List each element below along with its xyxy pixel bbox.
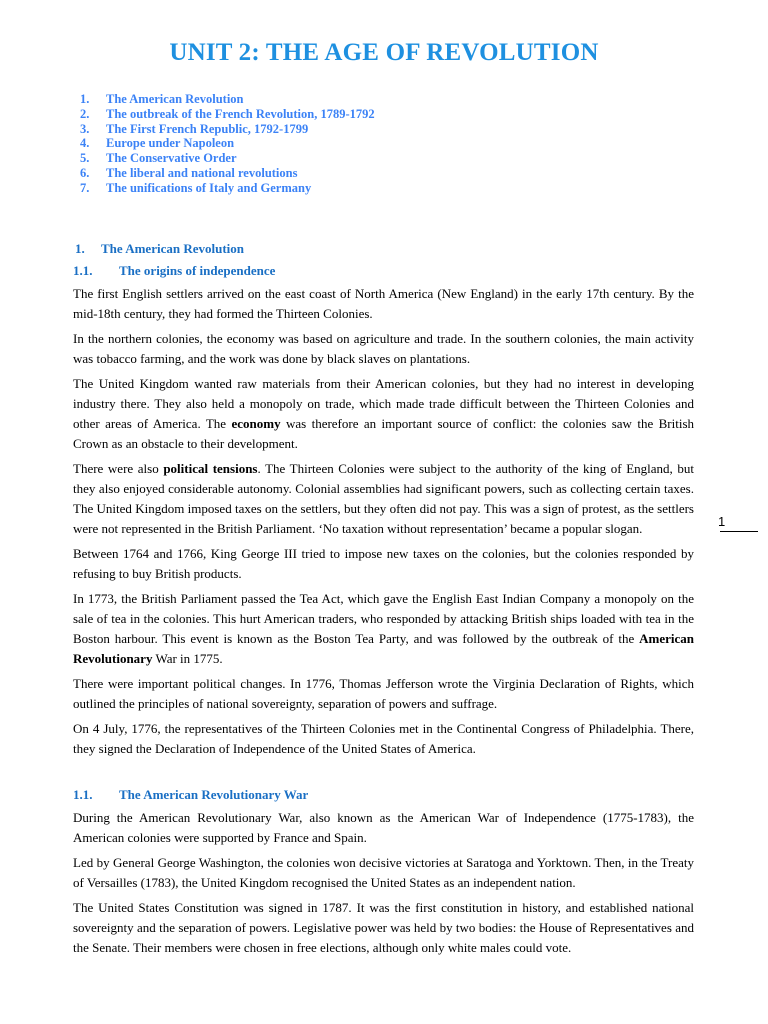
subsection-title: The American Revolutionary War: [119, 787, 309, 802]
section-number: 1.: [75, 241, 85, 256]
main-content: [73, 241, 694, 958]
toc-item[interactable]: [80, 122, 375, 137]
paragraph: The first English settlers arrived on the east coast of North America (New England) in the early 17th century. By the mid-18th century, they had formed the Thirteen Colonies.: [73, 286, 694, 321]
subsection-number: 1.1.: [73, 263, 93, 278]
paragraph: There were important political changes. In 1776, Thomas Jefferson wrote the Virginia Declaration of Rights, which outlined the principles of national sovereignty, separation of powers and suffrage.: [73, 676, 694, 711]
toc-item-number: 4.: [80, 136, 90, 151]
toc-item[interactable]: [80, 136, 375, 151]
toc-item-label: The American Revolution: [106, 92, 244, 106]
text-run: There were also: [73, 461, 164, 476]
paragraph: In the northern colonies, the economy was based on agriculture and trade. In the southern colonies, the main activity was tobacco farming, and the work was done by black slaves on plantations.: [73, 331, 694, 366]
page-title: UNIT 2: THE AGE OF REVOLUTION: [169, 39, 599, 66]
subsection-number: 1.1.: [73, 787, 93, 802]
bold-term: political tensions: [163, 461, 258, 476]
text-run: . The Thirteen Colonies were subject to the authority of the king of England, but they also enjoyed considerable autonomy. Colonial assemblies had significant powers, such as collecting certain taxes. The United Kingdom imposed taxes on the settlers, but they often did not pay. This was a sign of protest, as the settlers were not represented in the British Parliament. ‘No taxation without representation’ became a popular slogan.: [73, 461, 694, 536]
paragraph: Led by General George Washington, the colonies won decisive victories at Saratoga and Yorktown. Then, in the Treaty of Versailles (1783), the United Kingdom recognised the United States as an independent nation.: [73, 855, 694, 890]
toc-item[interactable]: [80, 181, 375, 196]
toc-item[interactable]: [80, 107, 375, 122]
page-number-rule: [720, 531, 758, 532]
section-title: The American Revolution: [101, 241, 244, 256]
toc-item-label: The Conservative Order: [106, 151, 237, 166]
text-run: was therefore an important source of conflict: the colonies saw the British Crown as an obstacle to their development.: [73, 416, 695, 451]
section-heading: [75, 241, 694, 257]
toc-item-label: The outbreak of the French Revolution, 1789-1792: [106, 106, 375, 121]
bold-term: American Revolutionary: [73, 631, 694, 666]
toc-item[interactable]: [80, 92, 375, 107]
toc-item[interactable]: [80, 151, 375, 166]
toc-item[interactable]: [80, 166, 375, 181]
toc-item-number: 3.: [80, 121, 90, 136]
text-run: In 1773, the British Parliament passed the Tea Act, which gave the English East Indian Company a monopoly on the sale of tea in the colonies. This hurt American traders, who responded by attacking British ships loaded with tea in the Boston harbour. This event is known as the Boston Tea Party, and was followed by the outbreak of the: [73, 591, 694, 646]
toc-item-number: 7.: [80, 180, 90, 195]
text-run: The United Kingdom wanted raw materials from their American colonies, but they had no interest in developing industry there. They also held a monopoly on trade, which made trade difficult between the Thirteen Colonies and other areas of America. The: [73, 376, 694, 431]
toc-item-number: 5.: [80, 151, 90, 166]
paragraph: Between 1764 and 1766, King George III tried to impose new taxes on the colonies, but the colonies responded by refusing to buy British products.: [73, 546, 694, 581]
subsection-title: The origins of independence: [119, 263, 276, 278]
page-number: 1: [718, 514, 726, 529]
paragraph: [73, 459, 694, 539]
toc-item-label: The First French Republic, 1792-1799: [106, 121, 309, 136]
toc-item-label: The unifications of Italy and Germany: [106, 180, 312, 195]
text-run: War in 1775.: [152, 651, 223, 666]
bold-term: economy: [231, 416, 281, 431]
toc-item-number: 6.: [80, 165, 90, 180]
paragraph: [73, 589, 694, 669]
toc-item-label: The liberal and national revolutions: [106, 165, 298, 180]
subsection-heading: [73, 263, 694, 279]
paragraph: The United States Constitution was signed in 1787. It was the first constitution in history, and established national sovereignty and the separation of powers. Legislative power was held by two bodies: the House of Representatives and the Senate. Their members were chosen in free elections, although only white males could vote.: [73, 900, 694, 955]
toc-item-label: Europe under Napoleon: [106, 136, 235, 151]
table-of-contents: [80, 92, 375, 196]
paragraph: On 4 July, 1776, the representatives of the Thirteen Colonies met in the Continental Congress of Philadelphia. There, they signed the Declaration of Independence of the United States of America.: [73, 721, 694, 756]
paragraph: [73, 374, 694, 454]
toc-item-number: 2.: [80, 106, 90, 121]
subsection-heading: [73, 787, 694, 803]
paragraph: During the American Revolutionary War, also known as the American War of Independence (1775-1783), the American colonies were supported by France and Spain.: [73, 810, 694, 845]
toc-item-number: 1.: [80, 92, 90, 106]
